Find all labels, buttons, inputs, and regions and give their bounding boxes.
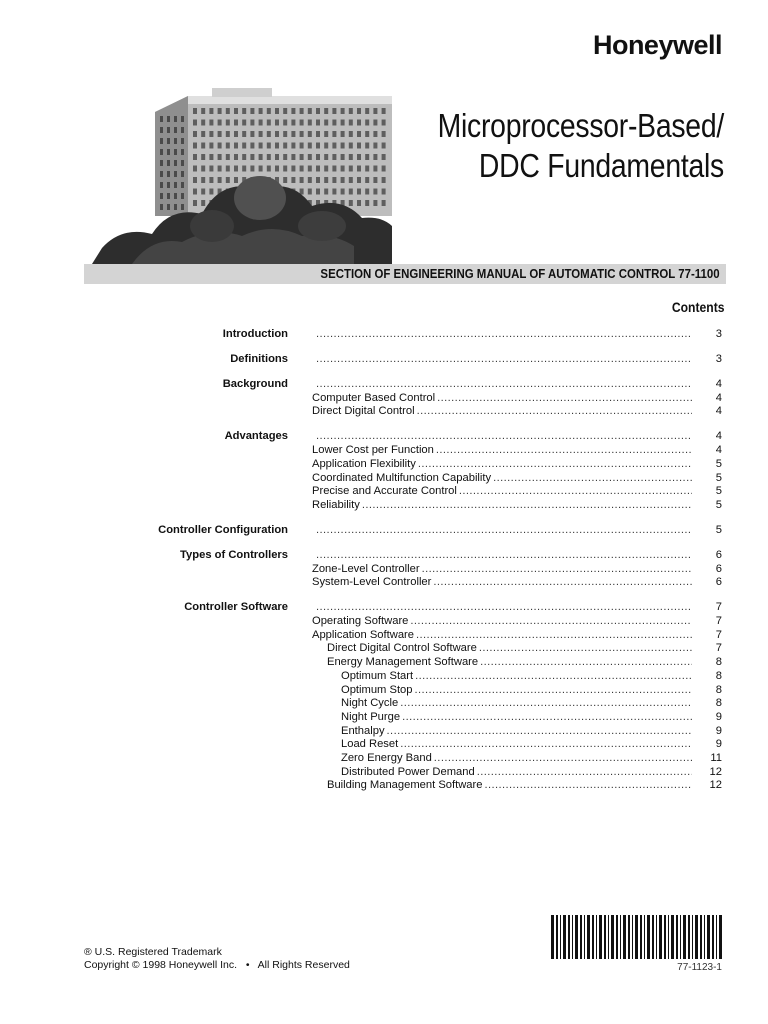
trademark-note: ® U.S. Registered Trademark bbox=[84, 946, 222, 958]
title-line-2: DDC Fundamentals bbox=[478, 147, 724, 184]
toc-page-number: 4 bbox=[715, 391, 722, 404]
toc-page-number: 11 bbox=[710, 752, 722, 764]
toc-entry-row bbox=[0, 778, 768, 792]
toc-leader bbox=[341, 710, 692, 724]
toc-page-number: 9 bbox=[715, 738, 722, 751]
toc-dot-leader bbox=[417, 404, 692, 418]
toc-entry-title: Application Software bbox=[312, 628, 414, 641]
toc-dot-leader bbox=[387, 724, 692, 738]
toc-leader bbox=[316, 352, 692, 366]
toc-leader bbox=[341, 751, 692, 765]
toc-section-title: Types of Controllers bbox=[180, 548, 288, 561]
toc-entry-row bbox=[0, 737, 768, 751]
toc-dot-leader bbox=[316, 429, 692, 443]
toc-entry-row bbox=[0, 484, 768, 498]
toc-leader bbox=[312, 562, 692, 576]
toc-entry-title: Computer Based Control bbox=[312, 391, 436, 404]
toc-page-number: 12 bbox=[709, 765, 722, 778]
toc-leader bbox=[312, 457, 692, 471]
toc-page-number: 8 bbox=[715, 656, 722, 669]
toc-dot-leader bbox=[433, 575, 692, 589]
toc-page-number: 5 bbox=[715, 498, 722, 511]
toc-entry-title: Lower Cost per Function bbox=[312, 444, 434, 457]
copyright-note: Copyright © 1998 Honeywell Inc. • All Rights Reserved bbox=[84, 959, 350, 971]
toc-dot-leader bbox=[437, 391, 692, 405]
toc-leader bbox=[341, 696, 692, 710]
toc-entry-row bbox=[0, 391, 768, 405]
toc-dot-leader bbox=[362, 498, 692, 512]
toc-dot-leader bbox=[493, 471, 692, 485]
toc-entry-title: Operating Software bbox=[312, 615, 409, 627]
toc-leader bbox=[316, 429, 692, 443]
toc-dot-leader bbox=[316, 352, 692, 366]
toc-entry-title: Reliability bbox=[312, 498, 360, 511]
toc-entry-row bbox=[0, 457, 768, 471]
toc-dot-leader bbox=[422, 562, 692, 576]
toc-entry-row bbox=[0, 575, 768, 589]
toc-section-title: Controller Configuration bbox=[158, 523, 288, 536]
toc-leader bbox=[327, 641, 692, 655]
toc-dot-leader bbox=[415, 669, 692, 683]
toc-dot-leader bbox=[400, 696, 692, 710]
toc-leader bbox=[316, 523, 692, 537]
toc-leader bbox=[341, 683, 692, 697]
toc-leader bbox=[312, 498, 692, 512]
toc-page-number: 4 bbox=[715, 430, 722, 443]
toc-dot-leader bbox=[479, 641, 692, 655]
toc-leader bbox=[341, 737, 692, 751]
toc-section-title: Definitions bbox=[230, 353, 288, 365]
toc-section-title: Background bbox=[222, 378, 288, 390]
toc-entry-row bbox=[0, 614, 768, 628]
toc-page-number: 4 bbox=[715, 378, 722, 390]
toc-section-row bbox=[0, 600, 768, 614]
toc-section-row bbox=[0, 327, 768, 341]
toc-leader bbox=[312, 575, 692, 589]
toc-leader bbox=[316, 600, 692, 614]
toc-entry-row bbox=[0, 751, 768, 765]
toc-page-number: 7 bbox=[715, 615, 722, 627]
toc-entry-row bbox=[0, 696, 768, 710]
toc-entry-row bbox=[0, 562, 768, 576]
toc-dot-leader bbox=[459, 484, 692, 498]
toc-page-number: 3 bbox=[715, 328, 722, 340]
toc-page-number: 6 bbox=[715, 562, 722, 575]
toc-leader bbox=[312, 628, 692, 642]
toc-dot-leader bbox=[316, 548, 692, 562]
toc-dot-leader bbox=[434, 751, 692, 765]
toc-page-number: 5 bbox=[715, 485, 722, 498]
toc-page-number: 7 bbox=[715, 628, 722, 641]
toc-entry-title: Direct Digital Control bbox=[312, 405, 415, 418]
toc-entry-title: Coordinated Multifunction Capability bbox=[312, 471, 492, 484]
toc-entry-title: Optimum Stop bbox=[341, 683, 413, 696]
toc-dot-leader bbox=[415, 683, 692, 697]
toc-page-number: 8 bbox=[715, 683, 722, 696]
toc-page-number: 4 bbox=[715, 405, 722, 418]
toc-leader bbox=[312, 404, 692, 418]
toc-dot-leader bbox=[316, 600, 692, 614]
toc-entry-row bbox=[0, 710, 768, 724]
toc-page-number: 5 bbox=[715, 471, 722, 484]
toc-page-number: 8 bbox=[715, 697, 722, 710]
honeywell-logo: Honeywell bbox=[592, 30, 722, 60]
toc-page-number: 6 bbox=[715, 576, 722, 589]
toc-page-number: 9 bbox=[715, 710, 722, 723]
toc-entry-row bbox=[0, 443, 768, 457]
toc-page-number: 8 bbox=[715, 669, 722, 682]
toc-dot-leader bbox=[418, 457, 692, 471]
toc-entry-title: Load Reset bbox=[341, 738, 399, 751]
toc-leader bbox=[327, 778, 692, 792]
toc-page-number: 5 bbox=[715, 523, 722, 536]
building-photo bbox=[92, 86, 392, 264]
toc-entry-title: System-Level Controller bbox=[312, 576, 432, 589]
toc-section-row bbox=[0, 548, 768, 562]
toc-leader bbox=[312, 471, 692, 485]
toc-section-title: Advantages bbox=[224, 430, 288, 443]
toc-page-number: 9 bbox=[715, 724, 722, 737]
toc-dot-leader bbox=[400, 737, 692, 751]
toc-page-number: 12 bbox=[709, 779, 722, 792]
toc-entry-title: Enthalpy bbox=[341, 724, 385, 737]
toc-section-row bbox=[0, 523, 768, 537]
toc-leader bbox=[312, 443, 692, 457]
toc-section-title: Controller Software bbox=[184, 601, 288, 614]
toc-leader bbox=[316, 548, 692, 562]
toc-dot-leader bbox=[436, 443, 692, 457]
toc-leader bbox=[316, 377, 692, 391]
toc-leader bbox=[341, 724, 692, 738]
toc-entry-title: Night Purge bbox=[341, 710, 401, 723]
toc-entry-title: Direct Digital Control Software bbox=[327, 642, 477, 655]
toc-page-number: 3 bbox=[715, 353, 722, 365]
toc-entry-row bbox=[0, 683, 768, 697]
toc-dot-leader bbox=[480, 655, 692, 669]
toc-entry-row bbox=[0, 628, 768, 642]
toc-entry-row bbox=[0, 655, 768, 669]
barcode bbox=[551, 915, 724, 959]
toc-section-row bbox=[0, 352, 768, 366]
toc-entry-title: Zero Energy Band bbox=[341, 752, 432, 764]
toc-dot-leader bbox=[316, 523, 692, 537]
document-number: 77-1123-1 bbox=[677, 962, 722, 973]
toc-leader bbox=[316, 327, 692, 341]
toc-page-number: 6 bbox=[715, 548, 722, 561]
manual-subtitle: SECTION OF ENGINEERING MANUAL OF AUTOMATIC CONTROL 77-1100 bbox=[320, 266, 720, 281]
toc-page-number: 4 bbox=[715, 444, 722, 457]
toc-entry-row bbox=[0, 724, 768, 738]
toc-page-number: 5 bbox=[715, 457, 722, 470]
toc-dot-leader bbox=[484, 778, 692, 792]
document-title bbox=[438, 106, 724, 186]
toc-leader bbox=[312, 614, 692, 628]
toc-entry-title: Optimum Start bbox=[341, 669, 414, 682]
contents-heading: Contents bbox=[671, 300, 724, 315]
toc-page-number: 7 bbox=[715, 642, 722, 655]
toc-leader bbox=[327, 655, 692, 669]
toc-entry-title: Building Management Software bbox=[327, 779, 483, 792]
toc-section-row bbox=[0, 429, 768, 443]
toc-dot-leader bbox=[416, 628, 692, 642]
toc-dot-leader bbox=[316, 327, 692, 341]
title-line-1: Microprocessor-Based/ bbox=[437, 107, 724, 144]
toc-page-number: 7 bbox=[715, 601, 722, 614]
toc-entry-row bbox=[0, 404, 768, 418]
toc-dot-leader bbox=[477, 765, 692, 779]
toc-entry-title: Zone-Level Controller bbox=[312, 562, 420, 575]
toc-entry-title: Distributed Power Demand bbox=[341, 765, 475, 778]
toc-dot-leader bbox=[410, 614, 692, 628]
toc-entry-row bbox=[0, 641, 768, 655]
toc-entry-title: Application Flexibility bbox=[312, 457, 416, 470]
toc-dot-leader bbox=[316, 377, 692, 391]
toc-leader bbox=[341, 765, 692, 779]
toc-entry-row bbox=[0, 765, 768, 779]
footer bbox=[84, 946, 350, 972]
toc-entry-row bbox=[0, 669, 768, 683]
toc-leader bbox=[312, 391, 692, 405]
toc-entry-row bbox=[0, 498, 768, 512]
toc-section-row bbox=[0, 377, 768, 391]
toc-leader bbox=[341, 669, 692, 683]
toc-entry-title: Energy Management Software bbox=[327, 656, 479, 669]
toc-entry-row bbox=[0, 471, 768, 485]
toc-dot-leader bbox=[402, 710, 692, 724]
toc-entry-title: Night Cycle bbox=[341, 697, 399, 710]
toc-leader bbox=[312, 484, 692, 498]
toc-section-title: Introduction bbox=[222, 328, 288, 340]
toc-entry-title: Precise and Accurate Control bbox=[312, 485, 457, 498]
